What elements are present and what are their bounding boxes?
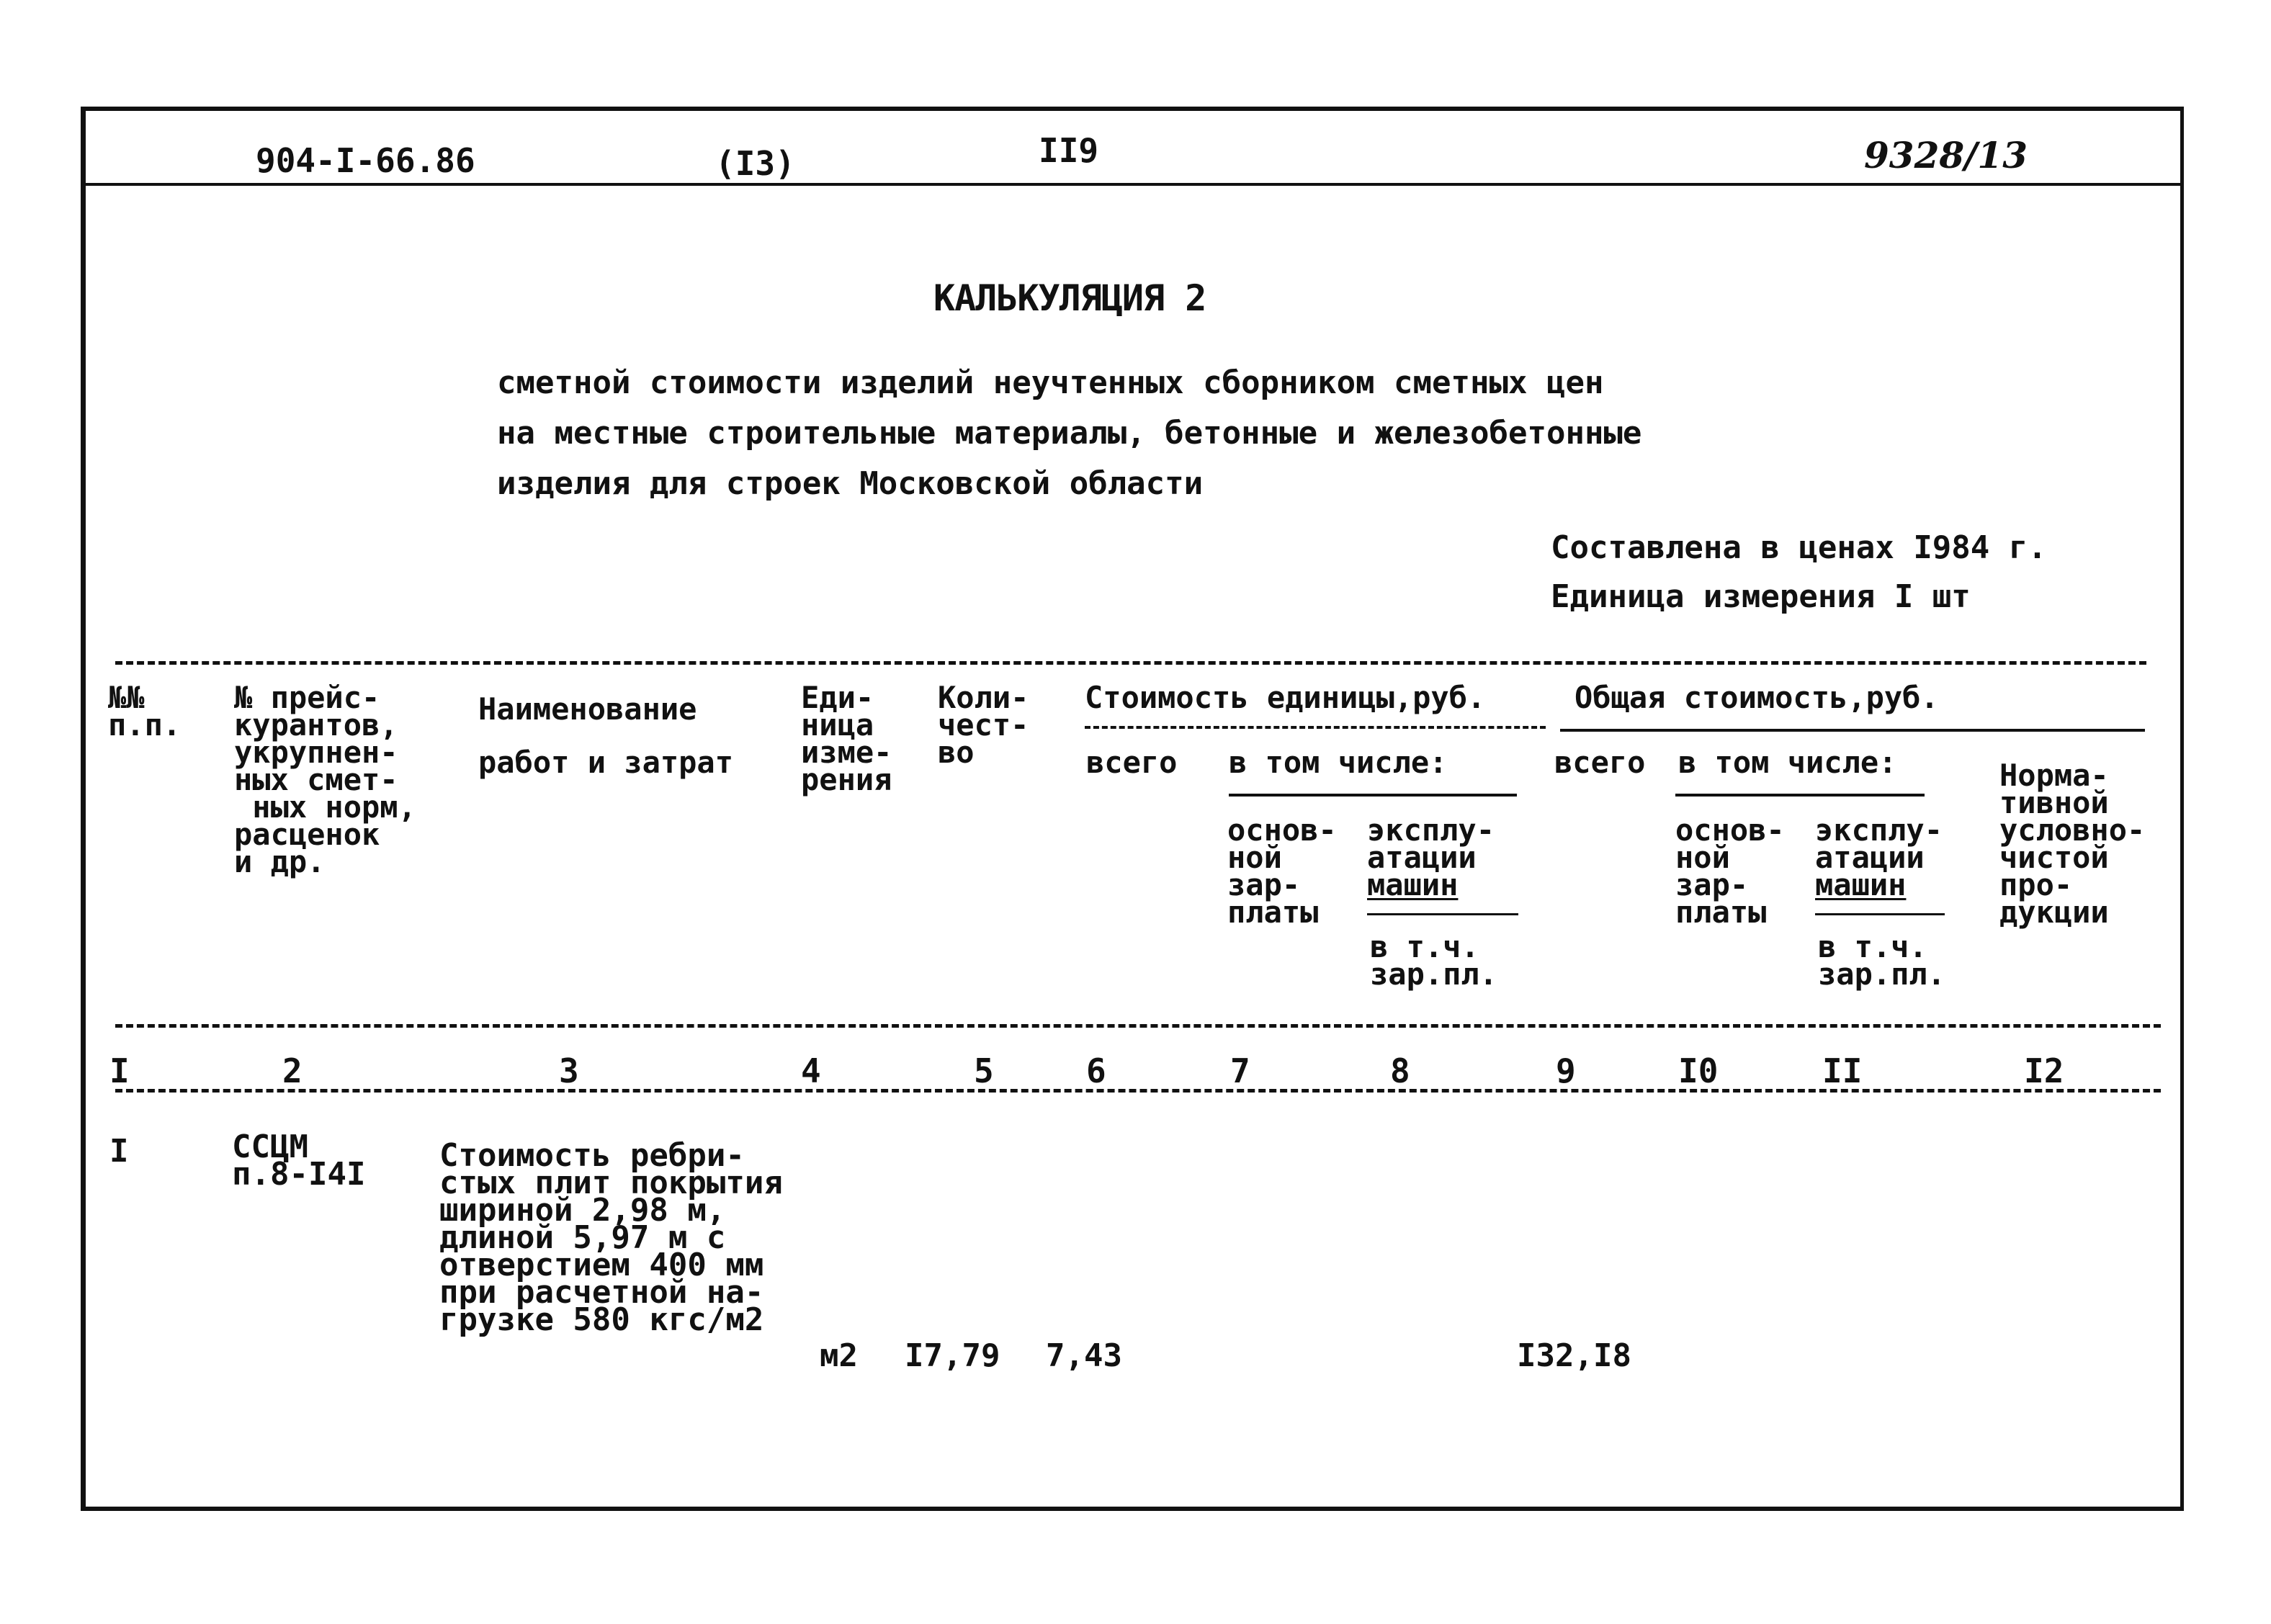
- prices-note: Составлена в ценах I984 г.: [1551, 529, 2047, 566]
- unit-cost-incl-label: в том числе:: [1229, 745, 1448, 780]
- page-number: II9: [1039, 131, 1099, 170]
- total-cost-machines-l2: атации: [1815, 840, 1925, 875]
- column-number-12: I2: [2024, 1051, 2064, 1090]
- col-header-name-line2: работ и затрат: [478, 745, 734, 780]
- col-header-row-number: №№ п.п.: [108, 680, 182, 743]
- row-1-total: I32,I8: [1517, 1337, 1631, 1374]
- column-number-7: 7: [1230, 1051, 1250, 1090]
- unit-cost-group-rule: [1085, 726, 1546, 729]
- column-number-1: I: [109, 1051, 130, 1090]
- row-1-quantity: I7,79: [905, 1337, 1000, 1374]
- col-header-name-line1: Наименование: [478, 691, 697, 727]
- unit-cost-group-label: Стоимость единицы,руб.: [1085, 680, 1486, 715]
- total-cost-group-label: Общая стоимость,руб.: [1575, 680, 1939, 715]
- column-number-11: II: [1822, 1051, 1863, 1090]
- page-title: КАЛЬКУЛЯЦИЯ 2: [933, 277, 1206, 319]
- unit-cost-machines-rule: [1367, 913, 1518, 915]
- row-1-unit: м2: [820, 1337, 858, 1374]
- header-rule: [85, 183, 2181, 186]
- column-number-4: 4: [801, 1051, 821, 1090]
- total-cost-machines-l3: машин: [1815, 867, 1907, 902]
- column-number-9: 9: [1556, 1051, 1576, 1090]
- doc-code: 904-I-66.86: [256, 141, 475, 180]
- sheet-ref: (I3): [715, 144, 795, 183]
- total-cost-machines-l1: эксплу-: [1815, 812, 1943, 848]
- row-1-number: I: [109, 1133, 129, 1170]
- col-header-quantity: Коли- чест- во: [938, 680, 1029, 770]
- subtitle-line-1: сметной стоимости изделий неучтенных сборником сметных цен: [497, 364, 1604, 401]
- archive-number: 9328/13: [1864, 134, 2028, 176]
- total-cost-incl-label: в том числе:: [1678, 745, 1897, 780]
- column-number-5: 5: [974, 1051, 994, 1090]
- total-cost-group-rule: [1560, 729, 2145, 732]
- subtitle-line-2: на местные строительные материалы, бетонные и железобетонные: [497, 415, 1642, 452]
- total-cost-incl-wages: в т.ч. зар.пл.: [1818, 929, 1946, 992]
- col-header-unit: Еди- ница изме- рения: [801, 680, 892, 797]
- unit-cost-machines-l1: эксплу-: [1367, 812, 1495, 848]
- row-1-unit-total: 7,43: [1046, 1337, 1122, 1374]
- row-1-description: Стоимость ребри- стых плит покрытия шириной 2,98 м, длиной 5,97 м с отверстием 400 мм при расчетной на- грузке 580 кгс/м2: [439, 1137, 783, 1338]
- column-number-6: 6: [1086, 1051, 1106, 1090]
- unit-cost-incl-rule: [1229, 794, 1517, 797]
- col-header-price-ref: № прейс- курантов, укрупнен- ных смет- ных норм, расценок и др.: [234, 680, 416, 879]
- total-cost-machines-rule: [1815, 913, 1945, 915]
- unit-cost-machines-l3: машин: [1367, 867, 1459, 902]
- total-cost-incl-rule: [1675, 794, 1925, 797]
- unit-cost-total-label: всего: [1086, 745, 1178, 780]
- unit-cost-incl-wages: в т.ч. зар.пл.: [1370, 929, 1498, 992]
- row-1-price-ref: ССЦМ п.8-I4I: [232, 1129, 366, 1193]
- column-number-2: 2: [282, 1051, 303, 1090]
- unit-cost-wages: основ- ной зар- платы: [1227, 812, 1337, 930]
- subtitle-line-3: изделия для строек Московской области: [497, 465, 1204, 502]
- col-header-normative: Норма- тивной условно- чистой про- дукции: [1999, 758, 2146, 930]
- column-number-3: 3: [559, 1051, 579, 1090]
- column-numbers-top-rule: [115, 1024, 2161, 1028]
- column-number-8: 8: [1390, 1051, 1410, 1090]
- unit-cost-machines-l2: атации: [1367, 840, 1477, 875]
- unit-note: Единица измерения I шт: [1551, 578, 1971, 615]
- total-cost-wages: основ- ной зар- платы: [1675, 812, 1785, 930]
- table-top-rule: [115, 661, 2146, 665]
- column-numbers-bottom-rule: [115, 1089, 2161, 1093]
- column-number-10: I0: [1678, 1051, 1719, 1090]
- total-cost-total-label: всего: [1554, 745, 1646, 780]
